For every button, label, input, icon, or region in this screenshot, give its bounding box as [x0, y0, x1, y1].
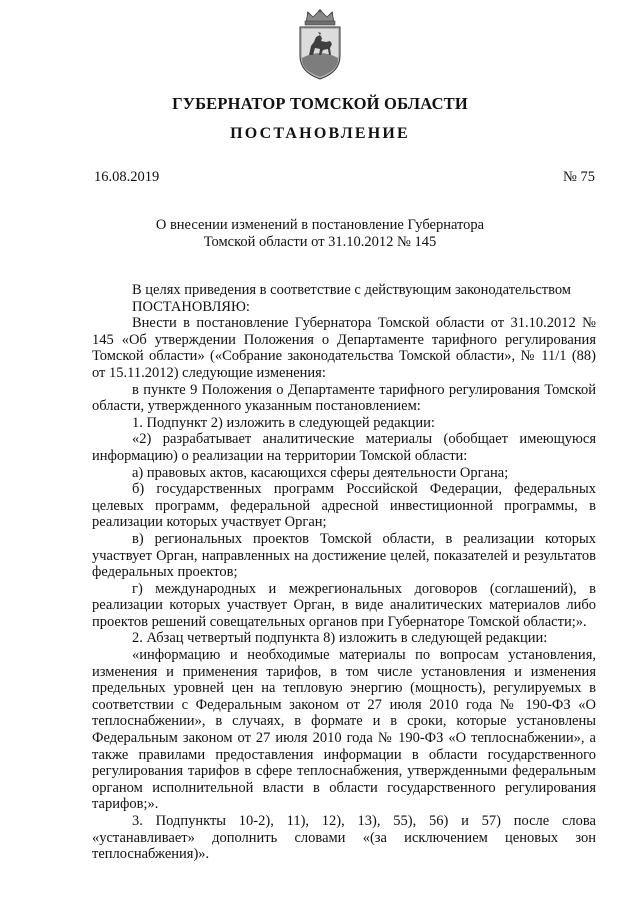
- body-paragraph: «2) разрабатывает аналитические материалы (обобщает имеющуюся информацию) о реализации на территории Томской области:: [92, 431, 596, 464]
- body-paragraph: В целях приведения в соответствие с действующим законодательством: [132, 282, 571, 298]
- document-date: 16.08.2019: [94, 169, 160, 185]
- document-number: № 75: [563, 169, 595, 185]
- governor-title: ГУБЕРНАТОР ТОМСКОЙ ОБЛАСТИ: [172, 94, 468, 113]
- document-body: [92, 282, 596, 863]
- body-paragraph: ПОСТАНОВЛЯЮ:: [132, 298, 250, 315]
- subject-line: О внесении изменений в постановление Губернатора: [155, 217, 485, 233]
- body-paragraph: в) региональных проектов Томской области, в реализации которых участвует Орган, направленных на достижение целей, показателей и результатов федеральных проектов;: [92, 530, 596, 581]
- body-paragraph: 3. Подпункты 10-2), 11), 12), 13), 55), 56) и 57) после слова «устанавливает» дополнить словами «(за исключением ценовых зон теплоснабжения)».: [92, 813, 596, 863]
- coat-of-arms-icon: [294, 8, 346, 82]
- document-type: ПОСТАНОВЛЕНИЕ: [230, 125, 410, 142]
- subject-line: Томской области от 31.10.2012 № 145: [203, 233, 437, 250]
- body-paragraph: в пункте 9 Положения о Департаменте тарифного регулирования Томской области, утвержденного указанным постановлением:: [92, 381, 596, 415]
- body-paragraph: а) правовых актов, касающихся сферы деятельности Органа;: [132, 464, 509, 481]
- body-paragraph: б) государственных программ Российской Федерации, федеральных целевых программ, федеральной адресной инвестиционной программы, в реализации которых участвует Орган;: [92, 481, 596, 531]
- document-subject: [140, 217, 500, 250]
- body-paragraph: г) международных и межрегиональных договоров (соглашений), в реализации которых участвует Орган, в виде аналитических материалов либо проектов решений совещательных органов при Губернаторе Томской области;».: [92, 580, 596, 630]
- body-paragraph: 2. Абзац четвертый подпункта 8) изложить в следующей редакции:: [132, 630, 548, 647]
- body-paragraph: «информацию и необходимые материалы по вопросам установления, изменения и применения тарифов, в том числе установления и изменения предельных уровней цен на тепловую энергию (мощность), регулируемых в соответствии с Федеральным законом от 27 июля 2010 года № 190-ФЗ «О теплоснабжении», в случаях, в формате и в сроки, которые установлены Федеральным законом от 27 июля 2010 года № 190-ФЗ «О теплоснабжении», а также правилами предоставления информации в области государственного регулирования тарифов в сфере теплоснабжения, утвержденными федеральным органом исполнительной власти в области государственного регулирования тарифов;».: [92, 647, 596, 813]
- body-paragraph: 1. Подпункт 2) изложить в следующей редакции:: [132, 414, 435, 431]
- body-paragraph: Внести в постановление Губернатора Томской области от 31.10.2012 № 145 «Об утверждении Положения о Департаменте тарифного регулирования Томской области» («Собрание законодательства Томской области», № 11/1 (88) от 15.11.2012) следующие изменения:: [92, 315, 596, 381]
